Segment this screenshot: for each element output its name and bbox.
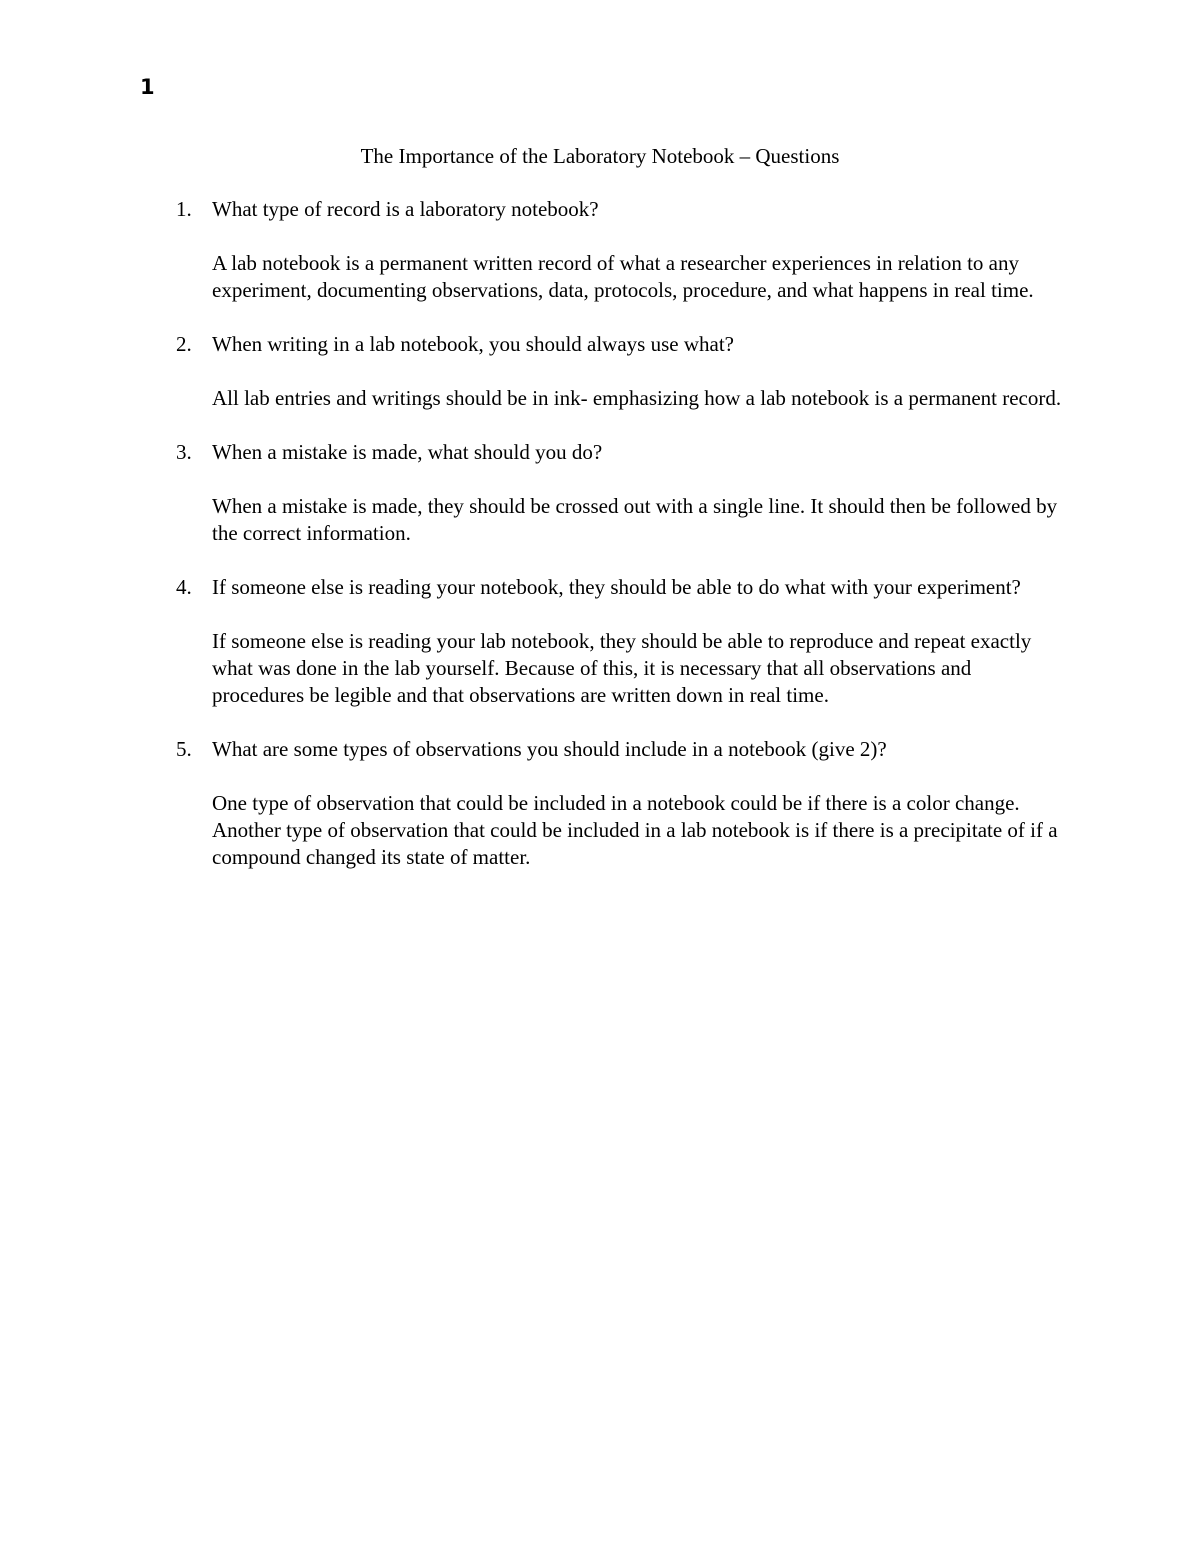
question-number: 2. [176, 332, 192, 356]
question-text: If someone else is reading your notebook, they should be able to do what with your experiment? [212, 575, 1021, 599]
page-number: 1 [140, 75, 155, 99]
question-text: When a mistake is made, what should you do? [212, 440, 603, 464]
question-text: What type of record is a laboratory notebook? [212, 197, 599, 221]
document-title: The Importance of the Laboratory Notebook – Questions [360, 144, 840, 168]
question-list [0, 196, 1200, 898]
question-number: 3. [176, 440, 192, 464]
answer-text: All lab entries and writings should be in ink- emphasizing how a lab notebook is a permanent record. [212, 386, 1062, 410]
question-item-3 [0, 439, 1200, 547]
question-text: When writing in a lab notebook, you should always use what? [212, 332, 734, 356]
question-number: 1. [176, 197, 192, 221]
answer-text: When a mistake is made, they should be crossed out with a single line. It should then be followed by the correct information. [212, 494, 1058, 545]
question-item-4 [0, 574, 1200, 709]
question-item-1 [0, 196, 1200, 304]
answer-text: If someone else is reading your lab notebook, they should be able to reproduce and repeat exactly what was done in the lab yourself. Because of this, it is necessary that all observations and procedures be legible and that observations are written down in real time. [212, 629, 1032, 707]
question-number: 5. [176, 737, 192, 761]
answer-text: A lab notebook is a permanent written record of what a researcher experiences in relation to any experiment, documenting observations, data, protocols, procedure, and what happens in real time. [212, 251, 1034, 302]
question-text: What are some types of observations you should include in a notebook (give 2)? [212, 737, 887, 761]
question-item-2 [0, 331, 1200, 412]
answer-text: One type of observation that could be included in a notebook could be if there is a color change. Another type of observation that could be included in a lab notebook is if there is a precipitate of if a compound changed its state of matter. [212, 791, 1058, 869]
question-number: 4. [176, 575, 192, 599]
question-item-5 [0, 736, 1200, 871]
